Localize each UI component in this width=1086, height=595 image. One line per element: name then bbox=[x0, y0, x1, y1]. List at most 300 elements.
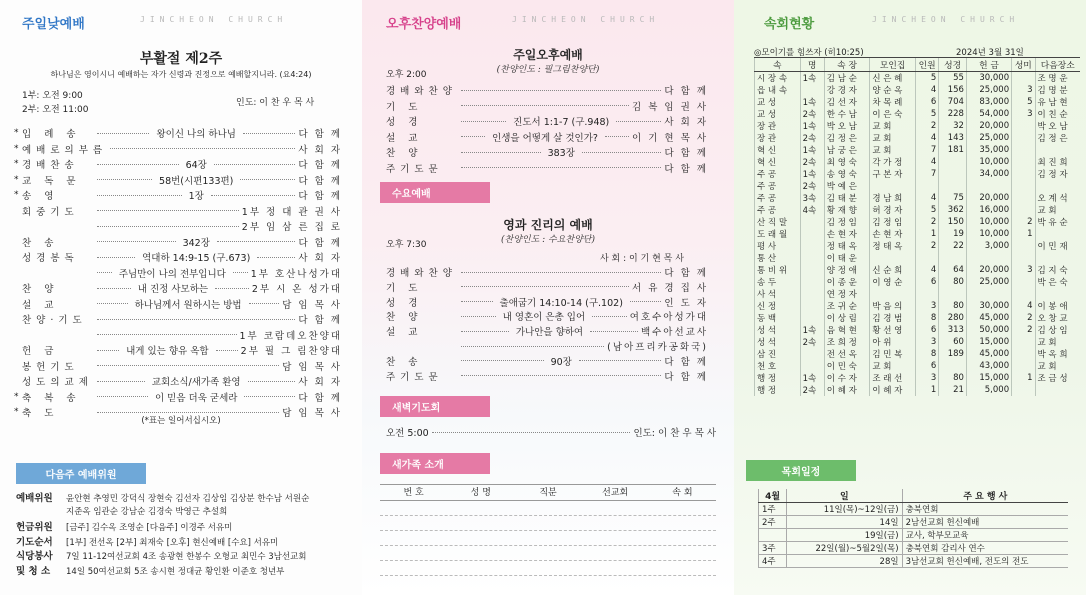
table-cell: 장 관 bbox=[755, 120, 801, 132]
verse: 하나님은 영이시니 예배하는 자가 신령과 진정으로 예배할지니라. (요4:24) bbox=[50, 70, 312, 79]
committee-row bbox=[16, 534, 278, 548]
table-cell: 20,000 bbox=[966, 264, 1011, 276]
order-person: 다 함 께 bbox=[298, 315, 342, 326]
table-cell: 교 회 bbox=[1035, 336, 1080, 348]
table-cell: 주 공 bbox=[755, 204, 801, 216]
table-cell: 양 순 옥 bbox=[870, 84, 916, 96]
order-label: 기 도 bbox=[386, 101, 423, 113]
dawn-leader: 인도: 이 찬 우 목 사 bbox=[633, 428, 716, 439]
order-row bbox=[22, 281, 342, 295]
motto: ◎모이기를 힘쓰자 (히10:25) bbox=[754, 48, 864, 58]
table-cell: 30,000 bbox=[966, 300, 1011, 312]
wednesday-bar: 수요예배 bbox=[380, 182, 490, 203]
order-person: 다 함 께 bbox=[298, 191, 342, 202]
table-row bbox=[380, 530, 716, 531]
table-cell: 오 계 석 bbox=[1035, 192, 1080, 204]
table-cell: 362 bbox=[939, 204, 967, 216]
service-time-2: 2부: 오전 11:00 bbox=[22, 105, 89, 115]
committee-role: 헌금위원 bbox=[16, 522, 53, 533]
order-person: 다 함 께 bbox=[298, 175, 343, 187]
table-cell: 704 bbox=[939, 96, 967, 108]
star-mark: * bbox=[14, 190, 19, 200]
table-cell: 80 bbox=[939, 300, 967, 312]
table-row bbox=[755, 264, 1081, 276]
table-cell bbox=[1035, 384, 1080, 396]
order-label: 예배로의부름 bbox=[22, 144, 108, 156]
order-person: 다 함 께 bbox=[298, 237, 343, 249]
order-label: 찬 양 bbox=[386, 312, 423, 324]
order-content: 58번(시편133편) bbox=[159, 175, 234, 187]
column-header: 4월 bbox=[759, 489, 787, 503]
order-label: 주기도문 bbox=[386, 371, 443, 383]
order-row bbox=[22, 219, 342, 233]
table-row bbox=[380, 545, 716, 546]
dot-leader bbox=[97, 334, 237, 335]
table-cell: 1속 bbox=[800, 96, 824, 108]
committee-names: 14일 50여선교회 5조 송시현 정대균 황인환 이준호 청년부 bbox=[66, 566, 285, 577]
order-row bbox=[22, 266, 342, 280]
order-content: 383장 bbox=[547, 148, 575, 159]
table-cell: 1속 bbox=[800, 168, 824, 180]
table-cell bbox=[1012, 180, 1035, 192]
table-cell: 2속 bbox=[800, 384, 824, 396]
order-content: 내게 있는 향유 옥합 bbox=[126, 346, 209, 357]
table-cell bbox=[966, 252, 1011, 264]
table-cell: 도 래 월 bbox=[755, 228, 801, 240]
dot-leader bbox=[461, 152, 541, 153]
table-cell bbox=[1035, 252, 1080, 264]
committee-role: 식당봉사 bbox=[16, 551, 53, 562]
column-header: 명 bbox=[800, 58, 824, 72]
table-cell: 3남선교회 헌신예배, 전도의 전도 bbox=[902, 555, 1068, 568]
table-cell bbox=[870, 180, 916, 192]
table-cell: 2주 bbox=[759, 516, 787, 529]
table-cell: 김 정 은 bbox=[824, 132, 870, 144]
table-row bbox=[755, 204, 1081, 216]
table-row bbox=[755, 96, 1081, 108]
dot-leader bbox=[461, 346, 604, 347]
table-cell: 박 유 순 bbox=[1035, 216, 1080, 228]
table-cell: 5 bbox=[915, 108, 938, 120]
table-cell bbox=[800, 240, 824, 252]
table-row bbox=[380, 515, 716, 516]
dot-leader bbox=[605, 136, 629, 137]
table-cell bbox=[1012, 72, 1035, 85]
table-row bbox=[755, 384, 1081, 396]
table-cell: 8 bbox=[915, 312, 938, 324]
table-cell bbox=[1012, 132, 1035, 144]
table-cell: 평 사 bbox=[755, 240, 801, 252]
dot-leader bbox=[240, 179, 295, 180]
order-row bbox=[22, 343, 342, 357]
table-cell: 32 bbox=[939, 120, 967, 132]
table-row bbox=[755, 372, 1081, 384]
table-cell: 박 오 남 bbox=[824, 120, 870, 132]
table-cell: 15,000 bbox=[966, 372, 1011, 384]
order-label: 성 경 bbox=[386, 117, 423, 128]
committee-row bbox=[16, 505, 227, 517]
table-cell bbox=[1012, 120, 1035, 132]
table-cell: 2 bbox=[1012, 312, 1035, 324]
column-header: 모인집 bbox=[870, 58, 916, 72]
table-cell: 80 bbox=[939, 372, 967, 384]
table-row bbox=[755, 324, 1081, 336]
order-person: 다 함 께 bbox=[664, 163, 708, 175]
committee-names: [금주] 김수옥 조영순 [다음주] 이경주 서유미 bbox=[66, 523, 233, 533]
table-cell bbox=[800, 216, 824, 228]
table-cell: 송 영 숙 bbox=[824, 168, 870, 180]
dot-leader bbox=[243, 133, 295, 134]
committee-row bbox=[16, 563, 284, 577]
table-cell: 4 bbox=[915, 192, 938, 204]
table-cell bbox=[915, 252, 938, 264]
table-cell: 15,000 bbox=[966, 336, 1011, 348]
table-cell: 4 bbox=[1012, 300, 1035, 312]
table-cell: 최 진 희 bbox=[1035, 156, 1080, 168]
committee-role: 예배위원 bbox=[16, 493, 53, 504]
table-row bbox=[755, 276, 1081, 288]
dot-leader bbox=[432, 432, 631, 433]
dot-leader bbox=[461, 331, 509, 332]
order-person: 김 복 임 권 사 bbox=[632, 101, 708, 113]
order-content: 역대하 14:9-15 (구.673) bbox=[142, 253, 251, 264]
table-cell bbox=[1012, 240, 1035, 252]
table-cell: 2남선교회 헌신예배 bbox=[902, 516, 1068, 529]
table-cell: 45,000 bbox=[966, 348, 1011, 360]
table-row bbox=[755, 228, 1081, 240]
dot-leader bbox=[461, 167, 661, 168]
order-label: 찬양·기도 bbox=[22, 315, 87, 326]
table-row bbox=[755, 72, 1081, 85]
order-row bbox=[22, 328, 342, 342]
table-cell: 2속 bbox=[800, 132, 824, 144]
column-header: 성 명 bbox=[470, 488, 491, 498]
order-person: 인 도 자 bbox=[664, 297, 708, 309]
order-label: 주기도문 bbox=[386, 163, 443, 175]
events-bar: 목회일정 bbox=[746, 460, 856, 481]
sunday-service-panel bbox=[0, 0, 362, 595]
dot-leader bbox=[461, 360, 544, 361]
table-cell bbox=[1035, 228, 1080, 240]
table-cell: 혁 신 bbox=[755, 144, 801, 156]
dot-leader bbox=[461, 136, 485, 137]
table-cell: 김 민 복 bbox=[870, 348, 916, 360]
table-cell: 10,000 bbox=[966, 228, 1011, 240]
table-cell: 1속 bbox=[800, 120, 824, 132]
table-cell: 김 정 임 bbox=[870, 216, 916, 228]
order-content: 이 믿음 더욱 굳세라 bbox=[154, 392, 238, 404]
table-cell: 20,000 bbox=[966, 192, 1011, 204]
dot-leader bbox=[97, 381, 145, 382]
dot-leader bbox=[579, 360, 662, 361]
table-cell bbox=[1012, 360, 1035, 372]
order-content: 왕이신 나의 하나님 bbox=[156, 129, 236, 140]
table-cell: 3 bbox=[915, 336, 938, 348]
table-cell: 오 창 교 bbox=[1035, 312, 1080, 324]
order-person: 다 함 께 bbox=[298, 160, 342, 171]
dot-leader bbox=[216, 350, 238, 351]
table-cell: 교 회 bbox=[1035, 204, 1080, 216]
order-label: 찬 양 bbox=[386, 148, 423, 159]
table-cell: 한 수 남 bbox=[824, 108, 870, 120]
table-cell: 조 래 선 bbox=[870, 372, 916, 384]
order-label: 기 도 bbox=[386, 282, 423, 294]
order-row bbox=[386, 99, 708, 113]
order-person: 사 회 자 bbox=[298, 144, 342, 156]
table-cell: 성 석 bbox=[755, 336, 801, 348]
column-header: 인원 bbox=[915, 58, 938, 72]
dot-leader bbox=[97, 272, 112, 273]
section-heading: 속회현황 bbox=[764, 17, 815, 32]
table-cell bbox=[915, 288, 938, 300]
order-person: 다 함 께 bbox=[664, 148, 709, 159]
table-cell: 남 궁 은 bbox=[824, 144, 870, 156]
order-row bbox=[22, 312, 342, 326]
table-cell: 교 성 bbox=[755, 108, 801, 120]
order-label: 찬 송 bbox=[22, 237, 59, 249]
table-cell: 이 영 순 bbox=[870, 276, 916, 288]
table-cell: 신 은 혜 bbox=[870, 72, 916, 85]
dot-leader bbox=[630, 301, 662, 302]
wednesday-title: 영과 진리의 예배 bbox=[503, 218, 593, 232]
table-cell: 3 bbox=[1012, 264, 1035, 276]
table-row bbox=[755, 252, 1081, 264]
column-header: 번 호 bbox=[403, 488, 424, 498]
table-cell: 21 bbox=[939, 384, 967, 396]
table-cell: 행 정 bbox=[755, 384, 801, 396]
column-header: 속 장 bbox=[824, 58, 870, 72]
order-person: 다 함 께 bbox=[664, 371, 708, 383]
table-row bbox=[755, 192, 1081, 204]
table-row bbox=[755, 348, 1081, 360]
table-cell: 정 태 옥 bbox=[870, 240, 916, 252]
dot-leader bbox=[110, 148, 295, 149]
order-person: 다 함 께 bbox=[664, 268, 708, 279]
order-label: 축 도 bbox=[22, 408, 59, 419]
table-cell: 이 혜 자 bbox=[824, 384, 870, 396]
table-cell: 45,000 bbox=[966, 312, 1011, 324]
table-cell: 6 bbox=[915, 96, 938, 108]
table-cell: 5 bbox=[915, 72, 938, 85]
column-header: 직분 bbox=[539, 488, 557, 498]
table-cell: 교 회 bbox=[1035, 360, 1080, 372]
order-row bbox=[14, 173, 343, 187]
column-header: 속 회 bbox=[672, 488, 693, 498]
table-row bbox=[755, 108, 1081, 120]
table-cell: 5,000 bbox=[966, 384, 1011, 396]
order-person: 다 함 께 bbox=[298, 129, 343, 140]
afternoon-time: 오후 2:00 bbox=[386, 70, 427, 80]
dot-leader bbox=[461, 286, 629, 287]
table-cell: 이 태 운 bbox=[824, 252, 870, 264]
table-cell: 4 bbox=[915, 132, 938, 144]
table-cell: 181 bbox=[939, 144, 967, 156]
order-person: 1부 호산나성가대 bbox=[250, 268, 342, 280]
table-cell: 30,000 bbox=[966, 72, 1011, 85]
committee-names: 윤안현 추영민 강덕식 장현숙 김선자 김상임 김상분 한수남 서원순 bbox=[66, 494, 310, 504]
table-row bbox=[380, 560, 716, 561]
order-person: 1부 코람데오찬양대 bbox=[239, 330, 342, 342]
order-label: 경배와찬양 bbox=[386, 86, 457, 97]
table-cell: 황 재 향 bbox=[824, 204, 870, 216]
table-cell: 산 직 말 bbox=[755, 216, 801, 228]
table-cell: 천 호 bbox=[755, 360, 801, 372]
committee-names: 7일 11-12여선교회 4조 송광현 한봉수 오형교 최민수 3남선교회 bbox=[66, 552, 307, 562]
events-table bbox=[758, 489, 1068, 568]
table-cell: 음 혁 현 bbox=[824, 324, 870, 336]
table-cell: 손 현 자 bbox=[870, 228, 916, 240]
dot-leader bbox=[244, 396, 295, 397]
dot-leader bbox=[582, 152, 662, 153]
table-cell: 2속 bbox=[800, 108, 824, 120]
table-row bbox=[380, 575, 716, 576]
table-cell: 1 bbox=[915, 384, 938, 396]
dot-leader bbox=[217, 241, 296, 242]
table-cell: 최 영 숙 bbox=[824, 156, 870, 168]
table-row bbox=[755, 300, 1081, 312]
table-cell: 통 비 위 bbox=[755, 264, 801, 276]
table-cell bbox=[800, 348, 824, 360]
table-cell: 2 bbox=[1012, 324, 1035, 336]
table-cell bbox=[1012, 276, 1035, 288]
table-cell: 조 명 운 bbox=[1035, 72, 1080, 85]
dot-leader bbox=[214, 164, 296, 165]
dot-leader bbox=[461, 90, 661, 91]
order-label: 회중기도 bbox=[22, 206, 79, 218]
next-week-bar: 다음주 예배위원 bbox=[16, 463, 146, 484]
table-cell: 313 bbox=[939, 324, 967, 336]
dot-leader bbox=[215, 288, 249, 289]
table-cell bbox=[1012, 252, 1035, 264]
dot-leader bbox=[97, 365, 279, 366]
table-cell bbox=[939, 180, 967, 192]
table-cell bbox=[939, 360, 967, 372]
order-person: 다 함 께 bbox=[298, 392, 342, 404]
order-person: 2부 필 그 림찬양대 bbox=[240, 346, 343, 357]
table-cell: 80 bbox=[939, 276, 967, 288]
order-row bbox=[386, 114, 708, 128]
table-cell: 8 bbox=[915, 348, 938, 360]
table-cell: 4속 bbox=[800, 204, 824, 216]
dot-leader bbox=[461, 301, 493, 302]
table-cell bbox=[915, 180, 938, 192]
new-family-header bbox=[380, 485, 716, 501]
table-cell: 25,000 bbox=[966, 84, 1011, 96]
table-row bbox=[755, 240, 1081, 252]
table-cell: 이 수 자 bbox=[824, 372, 870, 384]
table-cell bbox=[939, 156, 967, 168]
table-cell: 이 민 숙 bbox=[824, 360, 870, 372]
dot-leader bbox=[97, 195, 182, 196]
table-row bbox=[755, 180, 1081, 192]
table-cell: 28일 bbox=[787, 555, 902, 568]
table-cell: 2속 bbox=[800, 336, 824, 348]
dot-leader bbox=[97, 164, 179, 165]
table-cell: 이 봉 애 bbox=[1035, 300, 1080, 312]
table-cell: 3 bbox=[915, 300, 938, 312]
table-cell: 75 bbox=[939, 192, 967, 204]
table-cell: 5 bbox=[1012, 96, 1035, 108]
table-cell: 3 bbox=[915, 372, 938, 384]
table-cell: 조 희 정 bbox=[824, 336, 870, 348]
wednesday-host: 사 회 : 이 기 현 목 사 bbox=[600, 254, 684, 264]
table-cell: 6 bbox=[915, 324, 938, 336]
table-cell bbox=[939, 252, 967, 264]
order-content: 내 진정 사모하는 bbox=[137, 284, 209, 295]
table-cell: 양 정 애 bbox=[824, 264, 870, 276]
table-cell bbox=[800, 360, 824, 372]
table-cell: 아 위 bbox=[870, 336, 916, 348]
table-cell: 이 종 운 bbox=[824, 276, 870, 288]
dot-leader bbox=[461, 121, 506, 122]
table-cell: 1속 bbox=[800, 372, 824, 384]
order-row bbox=[386, 161, 708, 175]
table-cell bbox=[1012, 192, 1035, 204]
table-row bbox=[755, 144, 1081, 156]
table-row bbox=[759, 516, 1069, 529]
table-cell: 1 bbox=[1012, 372, 1035, 384]
dot-leader bbox=[97, 210, 239, 211]
order-person: 담 임 목 사 bbox=[282, 361, 342, 373]
table-cell: 통 산 bbox=[755, 252, 801, 264]
table-cell: 228 bbox=[939, 108, 967, 120]
table-cell: 1속 bbox=[800, 72, 824, 85]
order-label: 교 독 문 bbox=[22, 175, 81, 187]
dot-leader bbox=[97, 303, 128, 304]
dot-leader bbox=[461, 375, 661, 376]
table-cell: 충북연회 bbox=[902, 503, 1068, 516]
committee-role: 및 청 소 bbox=[16, 565, 51, 577]
table-cell: 김 명 분 bbox=[1035, 84, 1080, 96]
service-title: 부활절 제2주 bbox=[139, 51, 223, 67]
order-person: 백수아선교사 bbox=[640, 327, 709, 339]
table-cell: 3,000 bbox=[966, 240, 1011, 252]
table-cell: 이 민 재 bbox=[1035, 240, 1080, 252]
table-cell: 83,000 bbox=[966, 96, 1011, 108]
dot-leader bbox=[248, 381, 296, 382]
table-cell: 박 은 숙 bbox=[1035, 276, 1080, 288]
church-brand: JINCHEON CHURCH bbox=[140, 15, 288, 24]
table-row bbox=[759, 555, 1069, 568]
table-cell: 34,000 bbox=[966, 168, 1011, 180]
order-row bbox=[22, 204, 342, 218]
table-row bbox=[755, 216, 1081, 228]
order-row bbox=[386, 145, 708, 159]
table-cell: 경 남 희 bbox=[870, 192, 916, 204]
table-cell: 1주 bbox=[759, 503, 787, 516]
table-cell bbox=[1012, 384, 1035, 396]
order-label: 경배찬송 bbox=[22, 160, 79, 171]
table-cell: 1 bbox=[1012, 228, 1035, 240]
table-cell: 김 상 임 bbox=[1035, 324, 1080, 336]
table-cell bbox=[800, 264, 824, 276]
column-header: 속 bbox=[755, 58, 801, 72]
table-cell: 50,000 bbox=[966, 324, 1011, 336]
table-cell: 조 귀 순 bbox=[824, 300, 870, 312]
table-cell: 43,000 bbox=[966, 360, 1011, 372]
column-header: 일 bbox=[787, 489, 902, 503]
new-family-bar: 새가족 소개 bbox=[380, 453, 490, 474]
table-cell: 189 bbox=[939, 348, 967, 360]
table-cell: 황 선 영 bbox=[870, 324, 916, 336]
order-content: 주님만이 나의 전부입니다 bbox=[118, 268, 226, 280]
wednesday-subtitle: (찬양인도 : 수요찬양단) bbox=[500, 235, 596, 245]
order-row bbox=[386, 265, 708, 279]
table-row bbox=[755, 288, 1081, 300]
table-cell: 박 예 은 bbox=[824, 180, 870, 192]
afternoon-title: 주일오후예배 bbox=[513, 48, 583, 62]
order-person: 이 기 현 목 사 bbox=[632, 132, 708, 144]
